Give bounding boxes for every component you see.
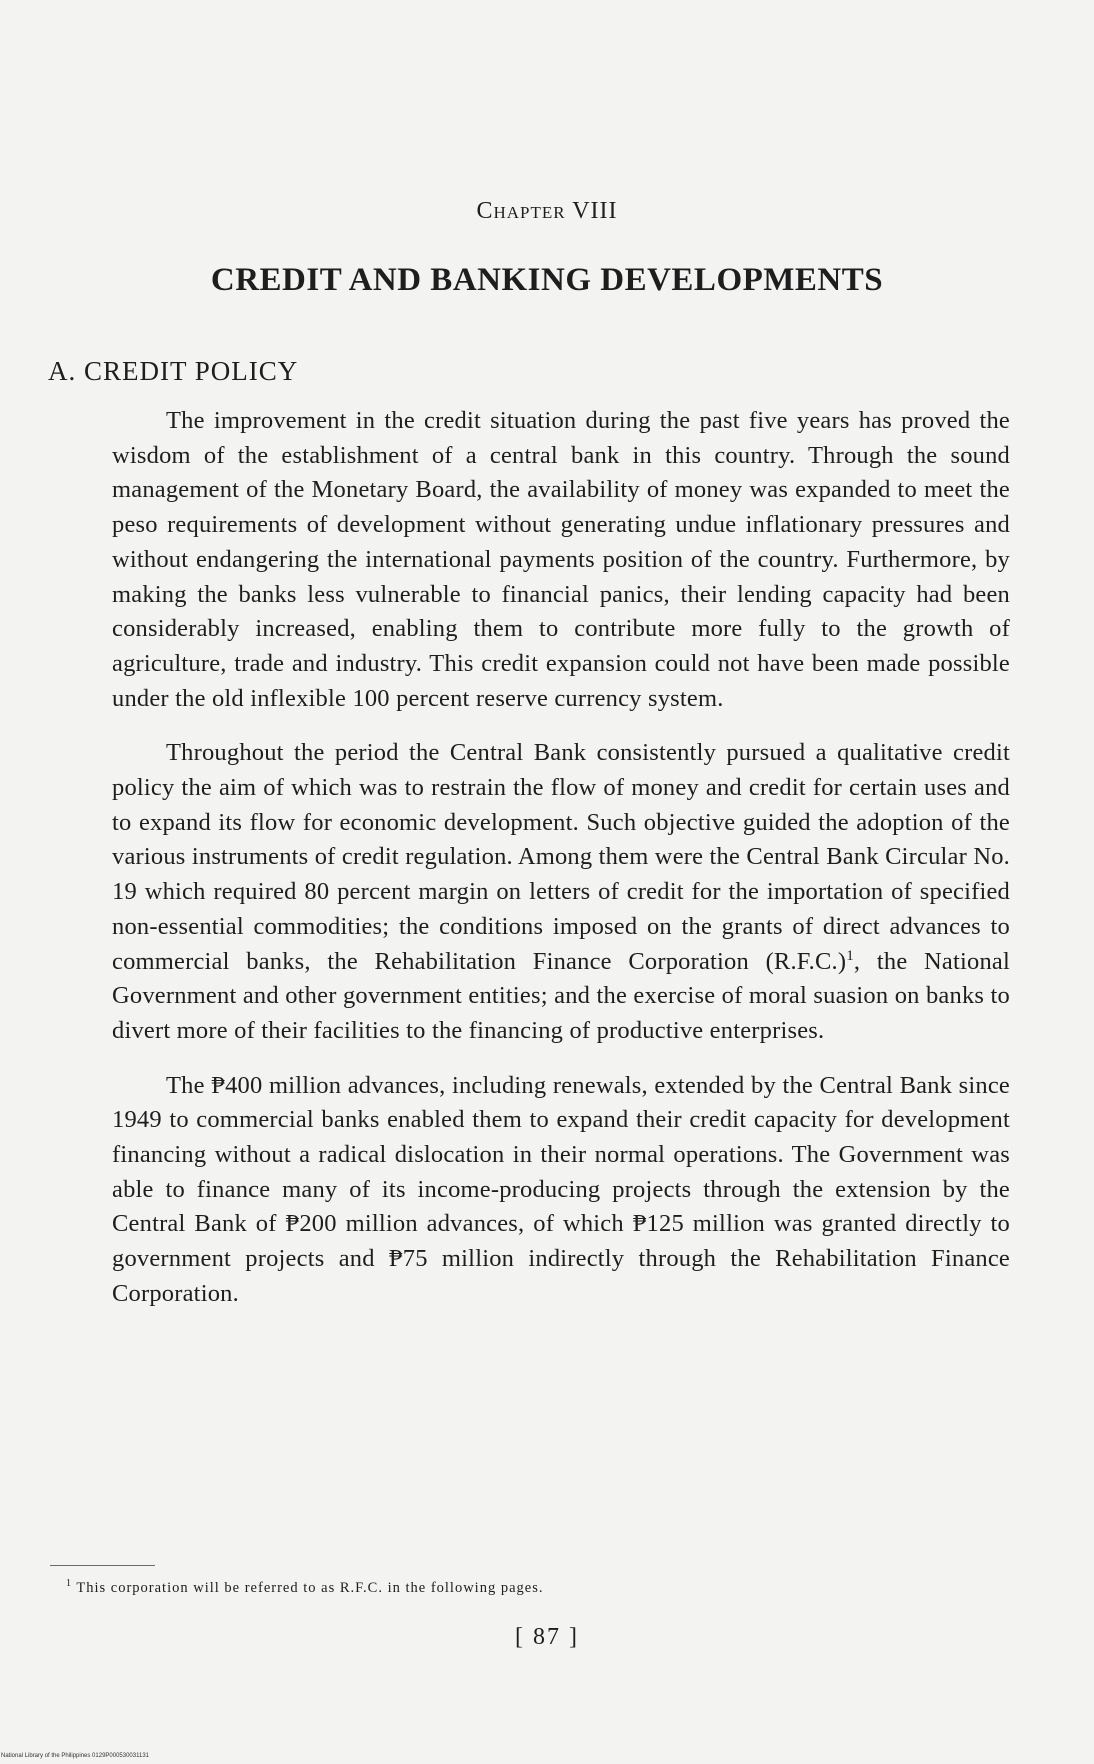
body-text xyxy=(112,404,1010,1332)
footnote-divider xyxy=(50,1565,155,1566)
chapter-title: CREDIT AND BANKING DEVELOPMENTS xyxy=(210,262,884,298)
footnote xyxy=(66,1580,543,1597)
section-heading: A. CREDIT POLICY xyxy=(48,356,299,386)
footnote-mark: 1 xyxy=(66,1578,72,1590)
paragraph-2-text-start: Throughout the period the Central Bank consistently pursued a qualitative credit policy the aim of which was to restrain the flow of money and credit for certain uses and to expand its flow for economic development. Such objective guided the adoption of the various instruments of credit regulation. Among them were the Central Bank Circular No. 19 which required 80 percent margin on letters of credit for the importation of specified non-essential commodities; the conditions imposed on the grants of direct advances to commercial banks, the Rehabilitation Finance Corporation (R.F.C.) xyxy=(112,739,1010,975)
paragraph-2-text-end: , the National Government and other government entities; and the exercise of moral suasion on banks to divert more of their facilities to the financing of productive enterprises. xyxy=(112,947,1010,1044)
paragraph-3: The ₱400 million advances, including renewals, extended by the Central Bank since 1949 to commercial banks enabled them to expand their credit capacity for development financing without a radical dislocation in their normal operations. The Government was able to finance many of its income-producing projects through the extension by the Central Bank of ₱200 million advances, of which ₱125 million was granted directly to government projects and ₱75 million indirectly through the Rehabilitation Finance Corporation. xyxy=(112,1071,1010,1307)
footnote-text: This corporation will be referred to as R.F.C. in the following pages. xyxy=(76,1580,544,1596)
chapter-label: Chapter VIII xyxy=(476,198,618,224)
page-number: [ 87 ] xyxy=(515,1624,579,1650)
paragraph-1: The improvement in the credit situation during the past five years has proved the wisdom of the establishment of a central bank in this country. Through the sound management of the Monetary Board, the availability of money was expanded to meet the peso requirements of development without generating undue inflationary pressures and without endangering the international payments position of the country. Furthermore, by making the banks less vulnerable to financial panics, their lending capacity had been considerably increased, enabling them to contribute more fully to the growth of agriculture, trade and industry. This credit expansion could not have been made possible under the old inflexible 100 percent reserve currency system. xyxy=(112,407,1010,712)
archive-stamp: National Library of the Philippines 0129P000530031131 xyxy=(1,1753,149,1759)
footnote-reference: 1 xyxy=(846,947,854,964)
paragraph-2 xyxy=(112,736,1010,1048)
